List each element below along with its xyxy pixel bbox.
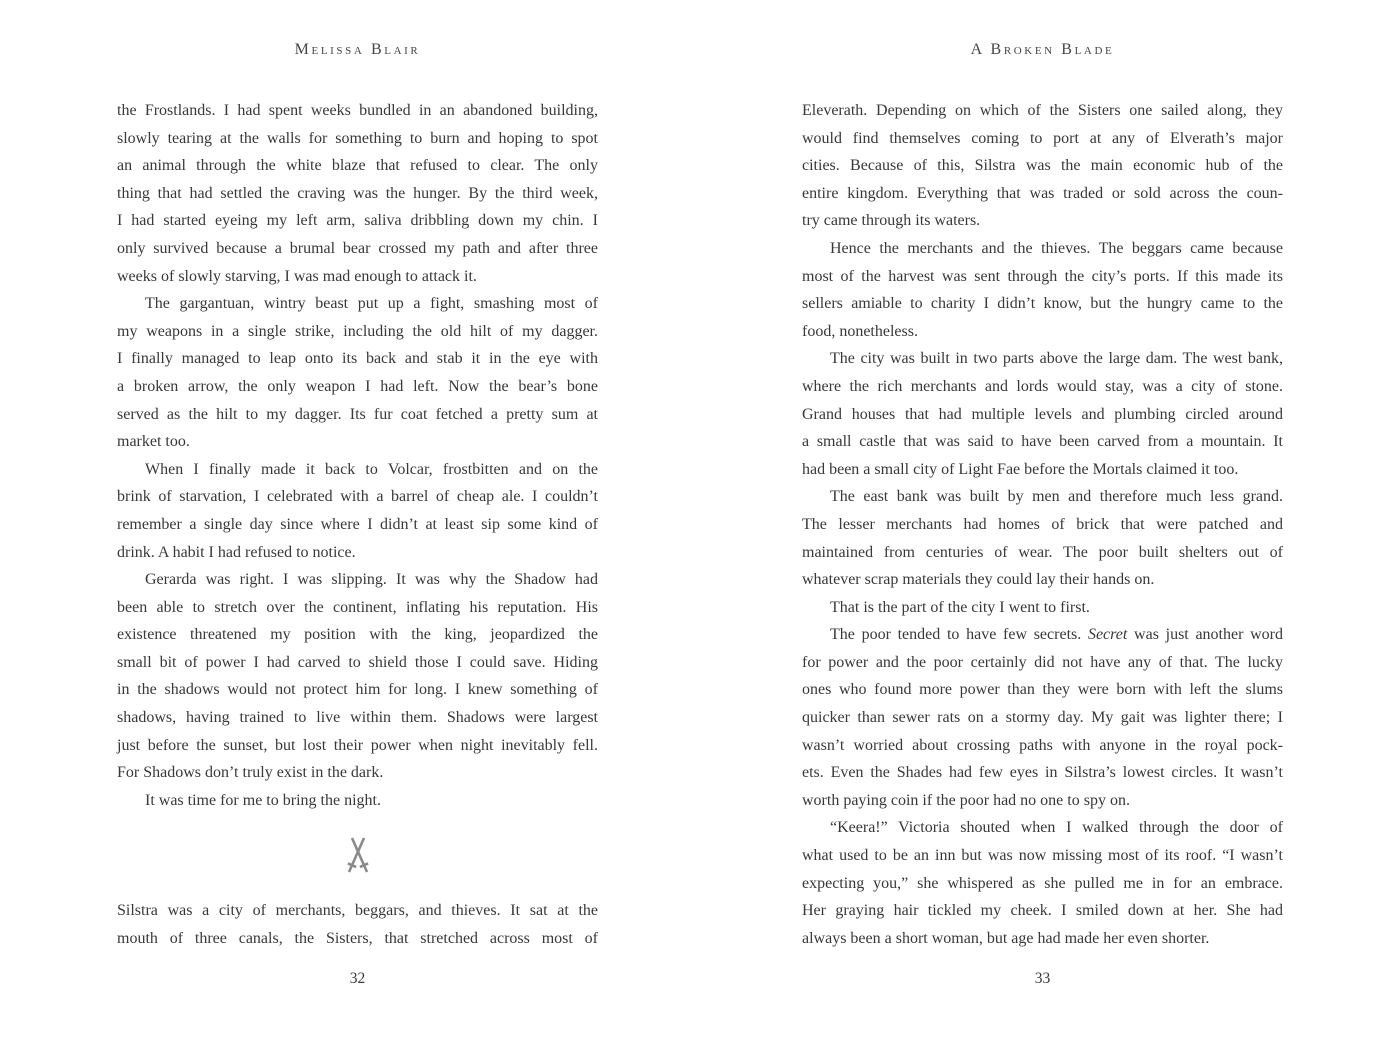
text-line: a broken arrow, the only weapon I had left. Now the bear’s bone (117, 377, 598, 395)
text-line: food, nonetheless. (802, 322, 918, 340)
text-line: most of the harvest was sent through the city’s ports. If this made its (802, 267, 1283, 285)
text-line: brink of starvation, I celebrated with a barrel of cheap ale. I couldn’t (117, 488, 598, 506)
text-line: Hence the merchants and the thieves. The beggars came because (830, 239, 1283, 257)
text-line: ets. Even the Shades had few eyes in Silstra’s lowest circles. It wasn’t (802, 764, 1283, 782)
text-line: expecting you,” she whispered as she pulled me in for an embrace. (802, 874, 1283, 892)
right-page (802, 0, 1283, 1050)
text-line: what used to be an inn but was now missing most of its roof. “I wasn’t (802, 847, 1283, 865)
text-line: slowly tearing at the walls for something to burn and hoping to spot (117, 129, 598, 147)
running-header-author: Melissa Blair (294, 41, 421, 58)
text-line: remember a single day since where I didn’t at least sip some kind of (117, 515, 598, 533)
text-line: Eleverath. Depending on which of the Sisters one sailed along, they (802, 102, 1283, 119)
text-line: Grand houses that had multiple levels and plumbing circled around (802, 405, 1283, 423)
text-line: my weapons in a single strike, including the old hilt of my dagger. (117, 322, 598, 340)
text-line: for power and the poor certainly did not have any of that. The lucky (802, 653, 1283, 671)
text-line: Gerarda was right. I was slipping. It was why the Shadow had (145, 571, 598, 589)
text-line: always been a short woman, but age had made her even shorter. (802, 929, 1210, 947)
left-page (117, 0, 598, 1050)
text-line: The east bank was built by men and therefore much less grand. (830, 488, 1283, 506)
text-line: The gargantuan, wintry beast put up a fight, smashing most of (145, 295, 598, 313)
text-line: in the shadows would not protect him for long. I knew something of (117, 681, 598, 699)
text-line: worth paying coin if the poor had no one to spy on. (802, 791, 1130, 809)
text-line: Her graying hair tickled my cheek. I smiled down at her. She had (802, 902, 1283, 920)
page-body (117, 97, 598, 952)
text-line: The poor tended to have few secrets. Secret was just another word (830, 626, 1283, 644)
text-line: mouth of three canals, the Sisters, that stretched across most of (117, 929, 598, 947)
text-line: the Frostlands. I had spent weeks bundled in an abandoned building, (117, 102, 598, 119)
text-line: where the rich merchants and lords would stay, was a city of stone. (802, 377, 1283, 395)
text-line: entire kingdom. Everything that was traded or sold across the coun- (802, 184, 1283, 202)
text-line: For Shadows don’t truly exist in the dark. (117, 764, 384, 782)
running-header-title: A Broken Blade (970, 41, 1115, 58)
text-line: an animal through the white blaze that refused to clear. The only (117, 157, 598, 175)
text-line: small bit of power I had carved to shield those I could save. Hiding (117, 653, 598, 671)
text-line: wasn’t worried about crossing paths with anyone in the royal pock- (802, 736, 1283, 754)
scene-break-ornament (117, 814, 598, 897)
text-line: The lesser merchants had homes of brick that were patched and (802, 515, 1283, 533)
text-line: I finally managed to leap onto its back and stab it in the eye with (117, 350, 598, 368)
text-line: The city was built in two parts above the large dam. The west bank, (830, 350, 1283, 368)
text-line: try came through its waters. (802, 212, 981, 230)
text-line: would find themselves coming to port at any of Elverath’s major (802, 129, 1283, 147)
text-line: Silstra was a city of merchants, beggars, and thieves. It sat at the (117, 902, 598, 920)
page-number: 32 (349, 970, 366, 987)
text-line: a small castle that was said to have been carved from a mountain. It (802, 433, 1283, 451)
text-line: just before the sunset, but lost their power when night inevitably fell. (117, 736, 598, 754)
text-line: market too. (117, 433, 190, 451)
text-line: been able to stretch over the continent, inflating his reputation. His (117, 598, 598, 616)
text-line: thing that had settled the craving was the hunger. By the third week, (117, 184, 598, 202)
text-line: shadows, having trained to live within them. Shadows were largest (117, 709, 598, 727)
text-line: “Keera!” Victoria shouted when I walked through the door of (830, 819, 1283, 837)
text-line: had been a small city of Light Fae before the Mortals claimed it too. (802, 460, 1239, 478)
text-line: weeks of slowly starving, I was mad enough to attack it. (117, 267, 477, 285)
text-line: maintained from centuries of wear. The poor built shelters out of (802, 543, 1283, 561)
text-line: It was time for me to bring the night. (145, 791, 381, 809)
text-line: sellers amiable to charity I didn’t know, but the hungry came to the (802, 295, 1283, 313)
text-line: When I finally made it back to Volcar, frostbitten and on the (145, 460, 598, 478)
text-line: drink. A habit I had refused to notice. (117, 543, 356, 561)
text-line: That is the part of the city I went to first. (830, 598, 1090, 616)
page-body (802, 97, 1283, 952)
text-line: existence threatened my position with the king, jeopardized the (117, 626, 598, 644)
text-line: served as the hilt to my dagger. Its fur coat fetched a pretty sum at (117, 405, 598, 423)
text-line: ones who found more power than they were born with left the slums (802, 681, 1283, 699)
page-number: 33 (1034, 970, 1051, 987)
crossed-swords-icon (336, 834, 380, 878)
text-line: I had started eyeing my left arm, saliva dribbling down my chin. I (117, 212, 598, 230)
text-line: only survived because a brumal bear crossed my path and after three (117, 239, 598, 257)
text-line: whatever scrap materials they could lay their hands on. (802, 571, 1155, 589)
text-line: quicker than sewer rats on a stormy day. My gait was lighter there; I (802, 709, 1283, 727)
text-line: cities. Because of this, Silstra was the main economic hub of the (802, 157, 1283, 175)
